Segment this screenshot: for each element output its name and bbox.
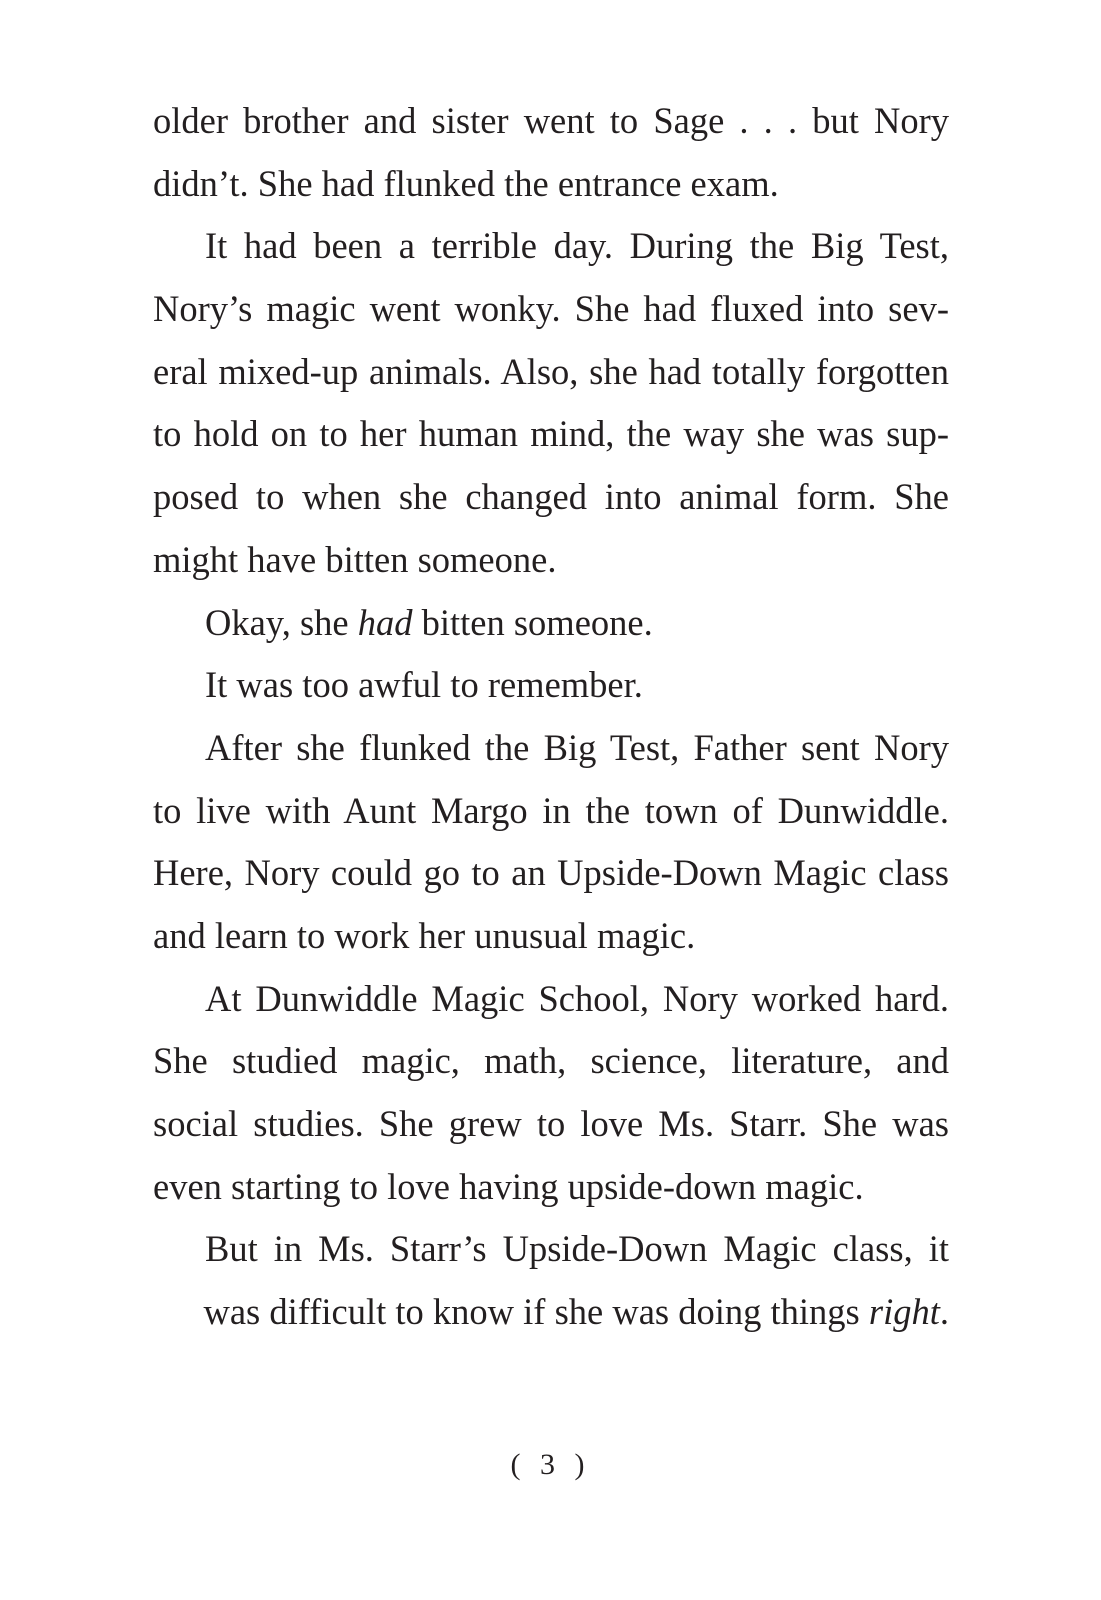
text-line: It was too awful to remember. [205, 664, 643, 706]
text-line: eral mixed-up animals. Also, she had totally forgotten [153, 350, 949, 392]
text-run: was difficult to know if she was doing things [203, 1291, 869, 1333]
text-line: But in Ms. Starr’s Upside-Down Magic class, it [205, 1228, 949, 1270]
text-line: social studies. She grew to love Ms. Starr. She was [153, 1103, 949, 1144]
text-line: Here, Nory could go to an Upside-Down Magic class [153, 852, 949, 894]
page-number: ( 3 ) [510, 1448, 591, 1481]
text-line: After she flunked the Big Test, Father sent Nory [205, 726, 949, 768]
text-line: Nory’s magic went wonky. She had fluxed into sev- [153, 288, 949, 330]
italic-text: had [357, 601, 413, 643]
text-line: didn’t. She had flunked the entrance exam. [153, 162, 779, 204]
text-line: At Dunwiddle Magic School, Nory worked hard. [205, 977, 949, 1019]
text-line: to hold on to her human mind, the way she was sup- [153, 413, 949, 455]
text-line: and learn to work her unusual magic. [153, 914, 696, 956]
text-line [153, 592, 949, 655]
text-line: It had been a terrible day. During the Big Test, [205, 225, 949, 267]
italic-text: right [868, 1291, 940, 1333]
text-line [153, 1281, 949, 1344]
text-line: to live with Aunt Margo in the town of Dunwiddle. [153, 789, 949, 831]
body-text [153, 90, 949, 1344]
text-run: bitten someone. [412, 601, 653, 643]
text-run: Okay, she [205, 601, 358, 643]
text-line: might have bitten someone. [153, 538, 557, 580]
text-line: older brother and sister went to Sage . . . but Nory [153, 100, 949, 141]
text-line: She studied magic, math, science, literature, and [153, 1040, 949, 1082]
text-line: even starting to love having upside-down magic. [153, 1165, 864, 1207]
text-line: posed to when she changed into animal form. She [153, 476, 949, 518]
text-run: . [939, 1291, 949, 1333]
